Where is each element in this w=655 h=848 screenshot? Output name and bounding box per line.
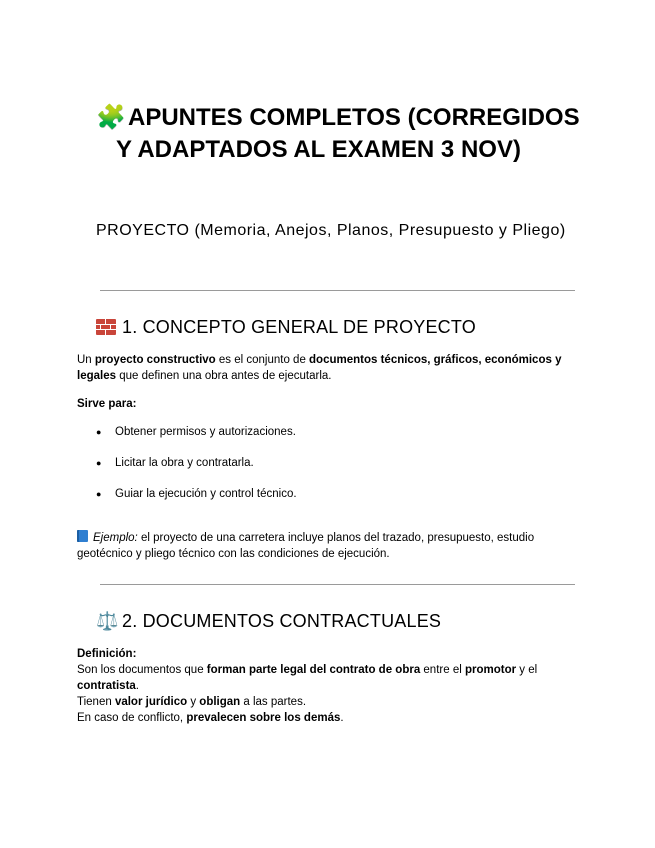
bullet-icon: ●	[96, 458, 102, 468]
page-title-text: APUNTES COMPLETOS (CORREGIDOS Y ADAPTADOS AL EXAMEN 3 NOV)	[116, 104, 580, 163]
divider	[100, 290, 575, 291]
section-heading-1-text: 1. CONCEPTO GENERAL DE PROYECTO	[122, 317, 476, 337]
page-title	[96, 102, 596, 166]
bullet-icon: ●	[96, 489, 102, 499]
definition-block: Definición: Son los documentos que forman parte legal del contrato de obra entre el promotor y el contratista. Tienen valor jurídico y obligan a las partes. En caso de conflicto, prevalecen sobre los demás.	[77, 648, 538, 724]
purpose-list	[96, 424, 297, 517]
example-paragraph: Ejemplo: el proyecto de una carretera incluye planos del trazado, presupuesto, estudio geotécnico y pliego técnico con las condiciones de ejecución.	[77, 532, 535, 560]
section-heading-2	[96, 609, 441, 633]
list-item: ● Guiar la ejecución y control técnico.	[96, 488, 297, 500]
definition-label: Definición:	[77, 648, 137, 660]
sirve-para-label: Sirve para:	[77, 398, 137, 410]
bullet-icon: ●	[96, 427, 102, 437]
divider	[100, 584, 575, 585]
book-icon	[77, 530, 88, 542]
bold-term: documentos técnicos, gráficos, económicos y legales	[77, 354, 562, 382]
section-heading-1	[96, 315, 476, 339]
scales-icon: ⚖️	[96, 611, 119, 631]
example-label: Ejemplo:	[93, 532, 138, 544]
intro-paragraph: Un proyecto constructivo es el conjunto de documentos técnicos, gráficos, económicos y legales que definen una obra antes de ejecutarla.	[77, 354, 562, 382]
bold-term: proyecto constructivo	[94, 354, 216, 366]
puzzle-icon: 🧩	[96, 104, 126, 131]
list-item: ● Obtener permisos y autorizaciones.	[96, 426, 296, 438]
section-heading-2-text: 2. DOCUMENTOS CONTRACTUALES	[122, 611, 442, 631]
list-item: ● Licitar la obra y contratarla.	[96, 457, 254, 469]
page-subtitle: PROYECTO (Memoria, Anejos, Planos, Presupuesto y Pliego)	[96, 222, 566, 239]
brick-icon	[96, 319, 116, 335]
